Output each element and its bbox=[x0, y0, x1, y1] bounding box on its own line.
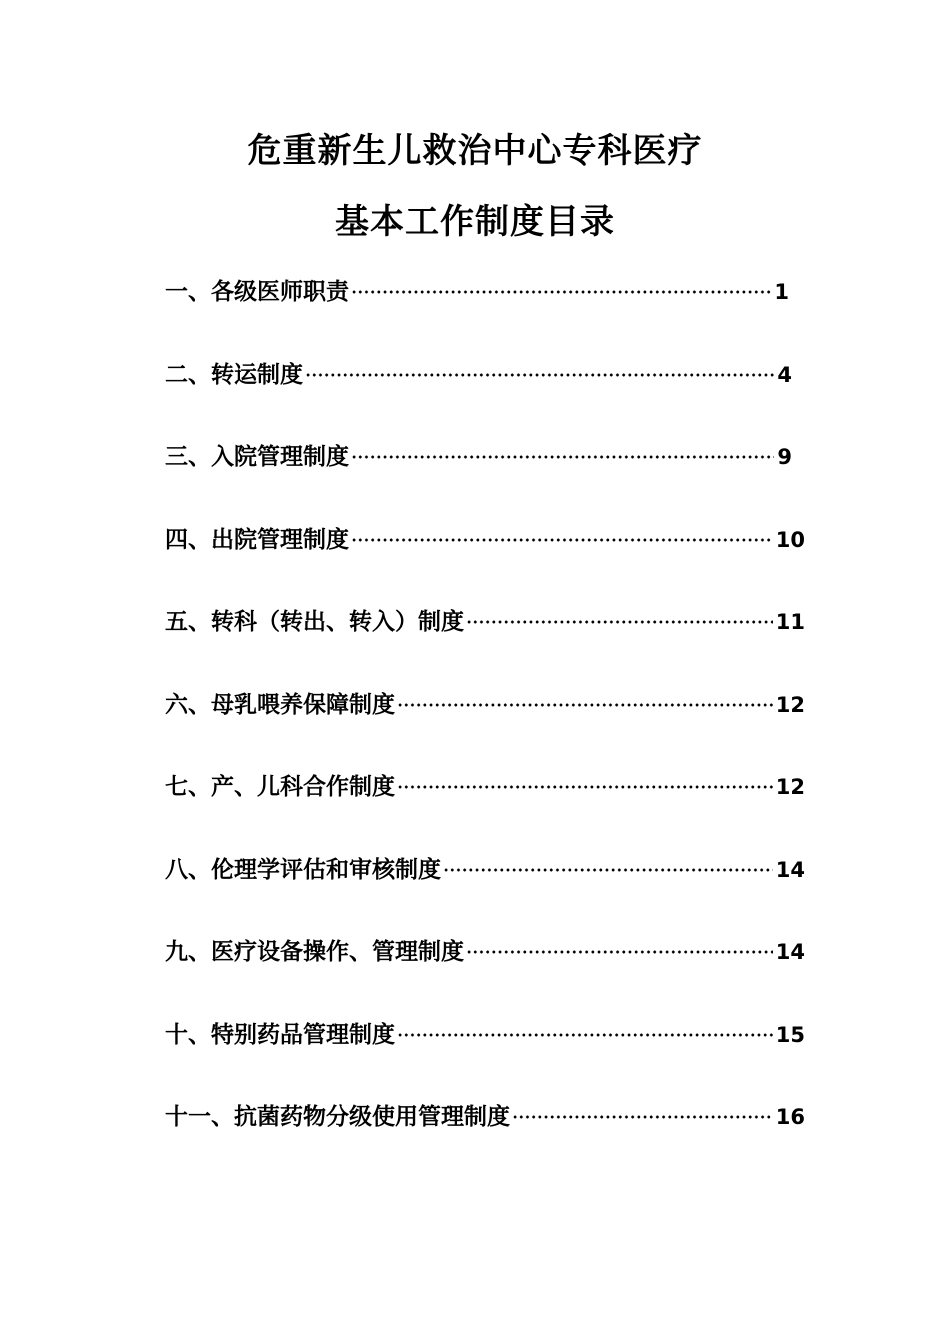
toc-dot-leader bbox=[351, 290, 771, 294]
toc-entry-label: 九、医疗设备操作、管理制度 bbox=[165, 939, 464, 965]
toc-entry-label: 七、产、儿科合作制度 bbox=[165, 774, 395, 800]
toc-dot-leader bbox=[351, 538, 773, 542]
toc-dot-leader bbox=[305, 373, 774, 377]
document-title-line-1: 危重新生儿救治中心专科医疗 bbox=[247, 131, 703, 171]
toc-entry[interactable] bbox=[165, 605, 805, 639]
toc-entry-label: 十、特别药品管理制度 bbox=[165, 1022, 395, 1048]
toc-dot-leader bbox=[443, 868, 773, 872]
toc-entry[interactable] bbox=[165, 770, 805, 804]
toc-entry[interactable] bbox=[165, 935, 805, 969]
toc-entry[interactable] bbox=[165, 688, 805, 722]
toc-entry[interactable] bbox=[165, 1018, 805, 1052]
toc-entry-label: 四、出院管理制度 bbox=[165, 527, 349, 553]
toc-dot-leader bbox=[397, 1033, 773, 1037]
toc-dot-leader bbox=[397, 703, 773, 707]
toc-entry[interactable] bbox=[165, 358, 792, 392]
toc-dot-leader bbox=[512, 1115, 773, 1119]
toc-entry-page: 16 bbox=[775, 1105, 805, 1129]
toc-entry-page: 14 bbox=[775, 858, 805, 882]
toc-entry-label: 十一、抗菌药物分级使用管理制度 bbox=[165, 1104, 510, 1130]
toc-entry[interactable] bbox=[165, 440, 792, 474]
toc-dot-leader bbox=[466, 950, 773, 954]
toc-entry-page: 15 bbox=[775, 1023, 805, 1047]
toc-entry-page: 11 bbox=[775, 610, 805, 634]
toc-entry-label: 八、伦理学评估和审核制度 bbox=[165, 857, 441, 883]
toc-entry[interactable] bbox=[165, 523, 805, 557]
toc-dot-leader bbox=[351, 455, 774, 459]
toc-dot-leader bbox=[466, 620, 773, 624]
toc-entry-page: 10 bbox=[775, 528, 805, 552]
document-title-line-2: 基本工作制度目录 bbox=[335, 202, 615, 242]
toc-entry-label: 五、转科（转出、转入）制度 bbox=[165, 609, 464, 635]
toc-entry-label: 二、转运制度 bbox=[165, 362, 303, 388]
toc-dot-leader bbox=[397, 785, 773, 789]
toc-entry-label: 一、各级医师职责 bbox=[165, 279, 349, 305]
toc-entry-label: 三、入院管理制度 bbox=[165, 444, 349, 470]
toc-entry-label: 六、母乳喂养保障制度 bbox=[165, 692, 395, 718]
toc-entry[interactable] bbox=[165, 275, 789, 309]
toc-entry-page: 1 bbox=[774, 280, 789, 304]
toc-entry-page: 12 bbox=[775, 775, 805, 799]
toc-entry-page: 9 bbox=[777, 445, 792, 469]
toc-entry[interactable] bbox=[165, 1100, 805, 1134]
toc-entry-page: 4 bbox=[777, 363, 792, 387]
toc-entry-page: 12 bbox=[775, 693, 805, 717]
toc-entry[interactable] bbox=[165, 853, 805, 887]
toc-entry-page: 14 bbox=[775, 940, 805, 964]
